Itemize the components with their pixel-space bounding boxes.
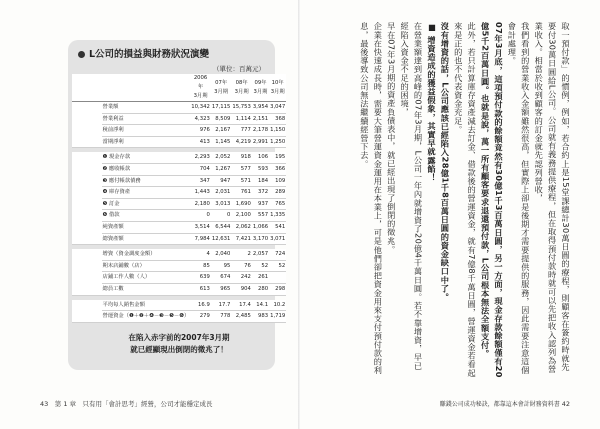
- cell-value: 372: [252, 187, 269, 199]
- financial-summary-card: [68, 40, 286, 370]
- cell-value: 1,335: [269, 210, 286, 222]
- table-row: [72, 221, 286, 233]
- cell-value: 777: [231, 125, 252, 137]
- header-2007: 07年 3月期: [211, 74, 232, 102]
- page-number: 42: [561, 400, 570, 408]
- cell-value: 2,040: [211, 249, 232, 260]
- table-row: [72, 300, 286, 311]
- cell-value: 3,954: [252, 102, 269, 114]
- cell-value: 1,719: [269, 311, 286, 323]
- paragraph: 企業在快速成長時，需要大筆營運資金運用在本業上，可是他們卻把資金用來支付預付款的利息，最後導致公司無法繼續經營下去。: [359, 22, 384, 375]
- cell-value: 7,984: [190, 233, 211, 245]
- cell-value: 298: [269, 283, 286, 295]
- cell-value: 10.2: [269, 300, 286, 311]
- table-row: [72, 311, 286, 323]
- left-footer: 43 第 1 章 只有用「會計思考」經營，公司才能穩定成長: [40, 400, 213, 408]
- row-label: 總資產額: [102, 233, 191, 245]
- table-header-row: [72, 74, 286, 102]
- cell-value: 593: [252, 163, 269, 175]
- section-label: [72, 249, 102, 295]
- cell-value: 17,115: [211, 102, 232, 114]
- cell-value: 2,178: [252, 125, 269, 137]
- cell-value: 195: [269, 152, 286, 163]
- table-row: [72, 233, 286, 245]
- section-label: 損益計算表: [72, 102, 102, 148]
- cell-value: 1,114: [231, 113, 252, 125]
- cell-value: 674: [211, 272, 232, 284]
- cell-value: 1,690: [231, 198, 252, 210]
- cell-value: 15,753: [231, 102, 252, 114]
- table-row: [72, 102, 286, 114]
- bullet-dot-icon: [78, 51, 85, 58]
- cell-value: 765: [269, 198, 286, 210]
- row-label: 純資產額: [102, 221, 191, 233]
- table-row: [72, 198, 286, 210]
- cell-value: 3,170: [252, 233, 269, 245]
- cell-value: 2,052: [211, 152, 232, 163]
- financial-table: [72, 74, 286, 323]
- cell-value: 947: [211, 175, 232, 187]
- cell-value: 52: [252, 260, 269, 272]
- cell-value: 3,514: [190, 221, 211, 233]
- cell-value: 184: [252, 175, 269, 187]
- section-label: [72, 300, 102, 323]
- cell-value: 52: [269, 260, 286, 272]
- cell-value: 1,443: [190, 187, 211, 199]
- cell-value: 541: [269, 221, 286, 233]
- table-row: [72, 210, 286, 222]
- paragraph: 沒有增資的話，L公司應該已經陷入28億1千8百萬日圓的資金缺口中了。: [440, 22, 451, 302]
- unit-label: （單位：百萬元）: [213, 65, 265, 73]
- bs-section: [72, 152, 286, 244]
- cell-value: 413: [190, 136, 211, 148]
- ratio-section: [72, 300, 286, 323]
- cell-value: 704: [190, 163, 211, 175]
- table-row: [72, 163, 286, 175]
- cell-value: 1,145: [211, 136, 232, 148]
- row-label: 店鋪工作人數（人）: [102, 272, 191, 284]
- cell-value: 613: [190, 283, 211, 295]
- row-label: ❶ 現金存款: [102, 152, 191, 163]
- table-row: [72, 125, 286, 137]
- cell-value: 904: [231, 283, 252, 295]
- table-row: [72, 249, 286, 260]
- card-title: L公司的損益與財務狀況演變: [78, 46, 209, 60]
- cell-value: 2,057: [252, 249, 269, 260]
- row-label: ❹ 庫存資產: [102, 187, 191, 199]
- paragraph: 早在07年3月期的資產負債表中，就已經出現了倒閉的徵兆。: [386, 22, 397, 254]
- header-2009: 09年 3月期: [252, 74, 269, 102]
- cell-value: 109: [269, 175, 286, 187]
- cell-value: 16.9: [190, 300, 211, 311]
- row-label: 稅前淨利: [102, 125, 191, 137]
- cell-value: 577: [231, 163, 252, 175]
- row-label: 當期淨利: [102, 136, 191, 148]
- row-label: 期末店鋪數（店）: [102, 260, 191, 272]
- cell-value: 2,167: [211, 125, 232, 137]
- cell-value: 2,062: [231, 221, 252, 233]
- cell-value: 983: [252, 311, 269, 323]
- callout-note: 在陷入赤字前的2007年3月期 就已經顯現出倒閉的徵兆了！: [128, 333, 230, 354]
- row-label: 平均每人銷售金額: [102, 300, 191, 311]
- row-label: ❻ 借款: [102, 210, 191, 222]
- other-section: [72, 249, 286, 295]
- cell-value: 965: [211, 283, 232, 295]
- cell-value: 2,100: [231, 210, 252, 222]
- header-2010: 10年 3月期: [269, 74, 286, 102]
- table-row: [72, 136, 286, 148]
- cell-value: 8,509: [211, 113, 232, 125]
- row-label: ❺ 訂金: [102, 198, 191, 210]
- paragraph: 在營業額達到高峰的07年3月期，L公司一年內就增資了20億4千萬日圓。若不靠增資，早已經陷入資金不足的困境，: [400, 22, 424, 371]
- cell-value: 557: [252, 210, 269, 222]
- paragraph: ■ 增資造成的獲益假象，其實早就露餡！: [426, 22, 437, 182]
- row-label: ❷ 應收帳款: [102, 163, 191, 175]
- cell-value: 571: [231, 175, 252, 187]
- table-row: [72, 187, 286, 199]
- cell-value: 1,250: [269, 136, 286, 148]
- cell-value: 4: [190, 249, 211, 260]
- cell-value: 2,151: [252, 113, 269, 125]
- cell-value: 279: [190, 311, 211, 323]
- cell-value: 7,421: [231, 233, 252, 245]
- cell-value: 1,150: [269, 125, 286, 137]
- cell-value: 2,180: [190, 198, 211, 210]
- header-2006: 2006年 3月期: [190, 74, 211, 102]
- table-row: [72, 260, 286, 272]
- pl-section: [72, 102, 286, 148]
- paragraph: 此外，若只計算庫存資產減去訂金、借款後的營運資金，就有7億8千萬日圓，營運資金若看起來是正的也不代表資金充足。: [453, 22, 478, 378]
- cell-value: 937: [252, 198, 269, 210]
- cell-value: 2,991: [252, 136, 269, 148]
- cell-value: 76: [231, 260, 252, 272]
- cell-value: 261: [252, 272, 269, 284]
- cell-value: 17.4: [231, 300, 252, 311]
- table-row: [72, 113, 286, 125]
- cell-value: 85: [190, 260, 211, 272]
- cell-value: 4,323: [190, 113, 211, 125]
- table-row: [72, 283, 286, 295]
- right-footer: [440, 399, 570, 408]
- cell-value: 242: [231, 272, 252, 284]
- cell-value: 17.7: [211, 300, 232, 311]
- cell-value: 2: [231, 249, 252, 260]
- footer-title: 賺錢公司成功秘訣，都靠這本會計財務資料書: [439, 401, 560, 408]
- cell-value: 6,544: [211, 221, 232, 233]
- cell-value: 976: [190, 125, 211, 137]
- header-2008: 08年 3月期: [231, 74, 252, 102]
- cell-value: 95: [211, 260, 232, 272]
- cell-value: 106: [252, 152, 269, 163]
- cell-value: 1,267: [211, 163, 232, 175]
- cell-value: 918: [231, 152, 252, 163]
- cell-value: 10,342: [190, 102, 211, 114]
- cell-value: 639: [190, 272, 211, 284]
- body-text: [330, 22, 572, 378]
- cell-value: [269, 272, 286, 284]
- right-page: [300, 0, 600, 429]
- row-label: ❸ 應付帳款債務: [102, 175, 191, 187]
- table-row: [72, 272, 286, 284]
- section-label: 資產負債表: [72, 152, 102, 244]
- cell-value: 1,066: [252, 221, 269, 233]
- cell-value: 289: [269, 187, 286, 199]
- cell-value: 3,071: [269, 233, 286, 245]
- cell-value: 347: [190, 175, 211, 187]
- cell-value: 4,219: [231, 136, 252, 148]
- table-row: [72, 152, 286, 163]
- cell-value: 0: [190, 210, 211, 222]
- cell-value: 12,631: [211, 233, 232, 245]
- cell-value: 761: [231, 187, 252, 199]
- cell-value: 366: [269, 163, 286, 175]
- cell-value: 2,293: [190, 152, 211, 163]
- cell-value: 0: [211, 210, 232, 222]
- cell-value: 3,013: [211, 198, 232, 210]
- cell-value: 2,485: [231, 311, 252, 323]
- cell-value: 778: [211, 311, 232, 323]
- row-label: 增資（資金調度金額）: [102, 249, 191, 260]
- row-label: 總員工數: [102, 283, 191, 295]
- cell-value: 368: [269, 113, 286, 125]
- row-label: 營業額: [102, 102, 191, 114]
- paragraph: 我們看到的營業收入金額雖然很高，但實際上卻是後期才需要提供的服務，因此需要注意這個會計處理。: [507, 22, 531, 375]
- row-label: 營運資金（❶＋❷＋❹－❸－❺－❻）: [102, 311, 191, 323]
- paragraph: 取一預付款」的慣例，例如，若合約上是15堂課總計30萬日圓的療程，則顧客在簽約時就先要付30萬日圓給L公司。公司就有義務提供療程，但在取得預付款時就可以先把收入認列為營業收入。相當於收到顧客的訂金就先認列營收，: [534, 22, 571, 374]
- cell-value: 14.1: [252, 300, 269, 311]
- cell-value: 724: [269, 249, 286, 260]
- row-label: 營業利益: [102, 113, 191, 125]
- cell-value: 280: [252, 283, 269, 295]
- cell-value: 2,031: [211, 187, 232, 199]
- paragraph: 07年3月底，這項預付款的餘額竟然有30億1千3百萬日圓，另一方面，現金存款餘額僅有20億5千2百萬日圓。也就是說，萬一所有顧客要求退還預付款，L公司根本無法全額支付。: [480, 22, 504, 378]
- table-row: [72, 175, 286, 187]
- cell-value: 3,047: [269, 102, 286, 114]
